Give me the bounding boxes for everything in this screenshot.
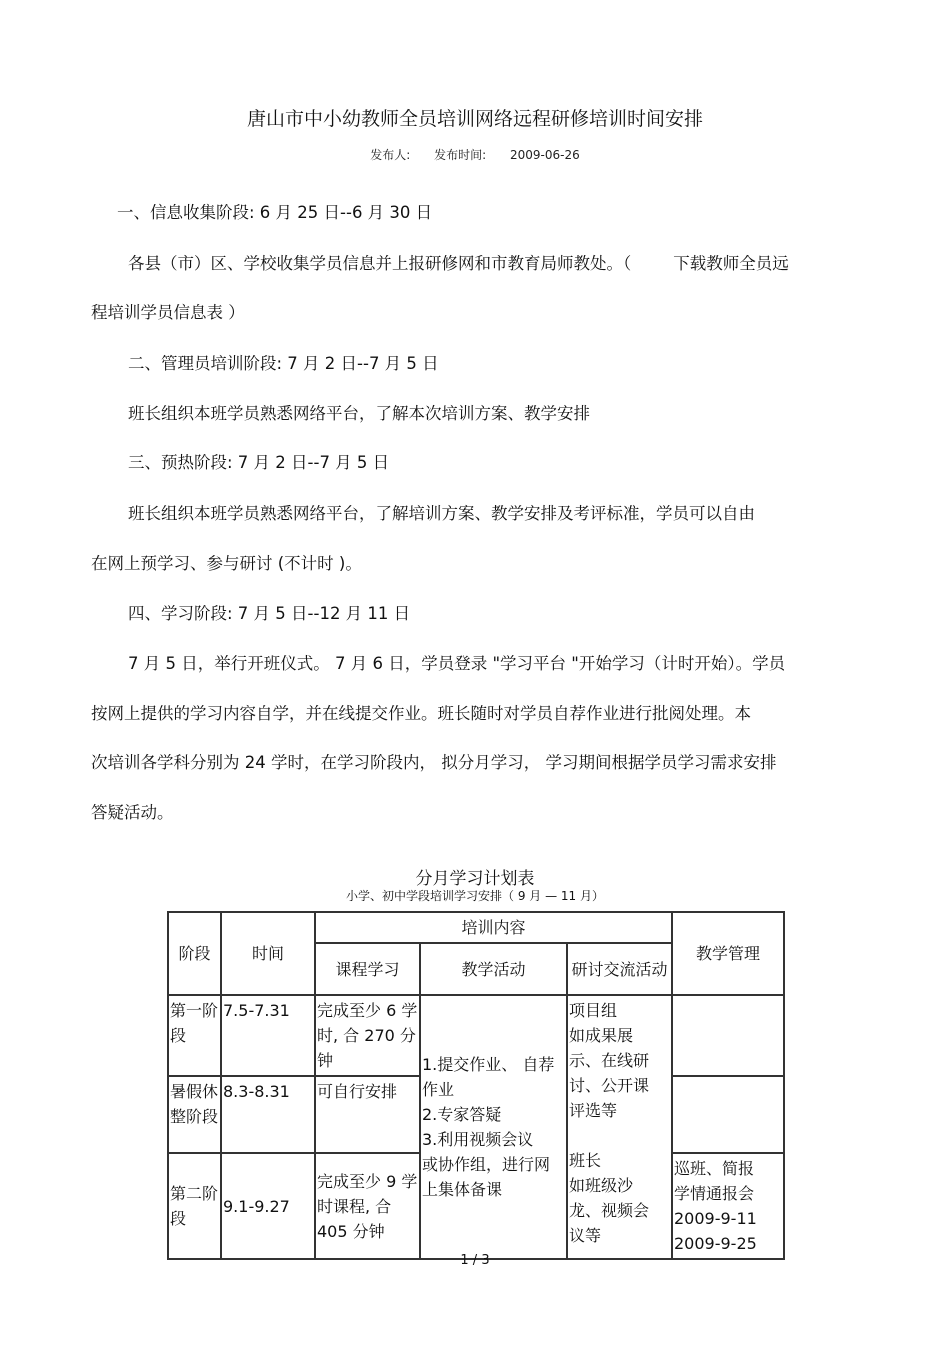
exchange-line: 评选等 [569, 1101, 618, 1120]
section-3-body-line1: 班长组织本班学员熟悉网络平台，了解培训方案、教学安排及考评标准，学员可以自由 [128, 504, 755, 523]
section-4-body-line1: 7 月 5 日，举行开班仪式。 7 月 6 日，学员登录 "学习平台 "开始学习（计时开始）。学员 [128, 654, 786, 673]
header-content: 培训内容 [315, 912, 672, 943]
header-exchange: 研讨交流活动 [567, 943, 672, 995]
exchange-cell [567, 995, 672, 1259]
row2-management [672, 1076, 784, 1153]
row1-time: 7.5-7.31 [221, 995, 315, 1076]
publish-date: 2009-06-26 [510, 148, 580, 162]
exchange-line: 讨、公开课 [569, 1076, 650, 1095]
header-management: 教学管理 [672, 912, 784, 995]
activity-line: 作业 [422, 1080, 455, 1099]
row2-course: 可自行安排 [315, 1076, 420, 1153]
table-subcaption: 小学、初中学段培训学习安排（ 9 月 — 11 月） [346, 889, 604, 903]
section-3-body-line2: 在网上预学习、参与研讨 (不计时 )。 [91, 554, 362, 573]
header-course: 课程学习 [315, 943, 420, 995]
section-2-heading: 二、管理员培训阶段: 7 月 2 日--7 月 5 日 [128, 354, 439, 373]
activity-line: 2.专家答疑 [422, 1105, 502, 1124]
section-3-heading: 三、预热阶段: 7 月 2 日--7 月 5 日 [128, 453, 390, 472]
header-activity: 教学活动 [420, 943, 567, 995]
exchange-line: 示、在线研 [569, 1051, 650, 1070]
management-line: 学情通报会 [674, 1184, 755, 1203]
table-caption: 分月学习计划表 [415, 869, 535, 889]
section-4-body-line4: 答疑活动。 [91, 803, 174, 822]
management-line: 巡班、简报 [674, 1159, 755, 1178]
header-time: 时间 [221, 912, 315, 995]
exchange-line: 班长 [569, 1151, 602, 1170]
publish-date-label: 发布时间: [434, 148, 487, 162]
section-2-body: 班长组织本班学员熟悉网络平台，了解本次培训方案、教学安排 [128, 404, 590, 423]
activity-line: 上集体备课 [422, 1180, 503, 1199]
section-1-heading: 一、信息收集阶段: 6 月 25 日--6 月 30 日 [117, 203, 433, 222]
exchange-line: 如班级沙 [569, 1176, 634, 1195]
header-stage: 阶段 [168, 912, 221, 995]
row1-course: 完成至少 6 学时, 合 270 分钟 [315, 995, 420, 1076]
activity-line: 1.提交作业、 自荐 [422, 1055, 555, 1074]
publisher-label: 发布人: [370, 148, 411, 162]
activity-cell [420, 995, 567, 1259]
row2-stage: 暑假休整阶段 [168, 1076, 221, 1153]
section-1-body-line1 [128, 256, 789, 273]
exchange-line: 龙、视频会 [569, 1201, 650, 1220]
section-4-body-line2: 按网上提供的学习内容自学，并在线提交作业。班长随时对学员自荐作业进行批阅处理。本 [91, 704, 751, 723]
activity-line: 或协作组，进行网 [422, 1155, 551, 1174]
row2-time: 8.3-8.31 [221, 1076, 315, 1153]
management-line: 2009-9-11 [674, 1209, 757, 1228]
download-form-link[interactable]: 下载教师全员远 [673, 254, 789, 273]
exchange-line: 项目组 [569, 1001, 618, 1020]
page-number: 1 / 3 [460, 1253, 490, 1268]
row1-management [672, 995, 784, 1076]
management-line: 2009-9-25 [674, 1234, 757, 1253]
row1-stage: 第一阶段 [168, 995, 221, 1076]
section-4-heading: 四、学习阶段: 7 月 5 日--12 月 11 日 [128, 604, 411, 623]
section-1-body-line2: 程培训学员信息表 ） [91, 303, 245, 322]
exchange-line: 议等 [569, 1226, 602, 1245]
publish-meta [0, 146, 950, 163]
row3-course: 完成至少 9 学时课程, 合 405 分钟 [315, 1153, 420, 1259]
study-plan-table [167, 911, 785, 1260]
row3-time: 9.1-9.27 [221, 1153, 315, 1259]
activity-line: 3.利用视频会议 [422, 1130, 534, 1149]
section-4-body-line3: 次培训各学科分别为 24 学时，在学习阶段内， 拟分月学习， 学习期间根据学员学习需求安排 [91, 753, 777, 772]
row3-management [672, 1153, 784, 1259]
section-1-body-text: 各县（市）区、学校收集学员信息并上报研修网和市教育局师教处。（ [128, 254, 632, 273]
row3-stage: 第二阶段 [168, 1153, 221, 1259]
exchange-line: 如成果展 [569, 1026, 634, 1045]
page-title: 唐山市中小幼教师全员培训网络远程研修培训时间安排 [246, 108, 703, 130]
